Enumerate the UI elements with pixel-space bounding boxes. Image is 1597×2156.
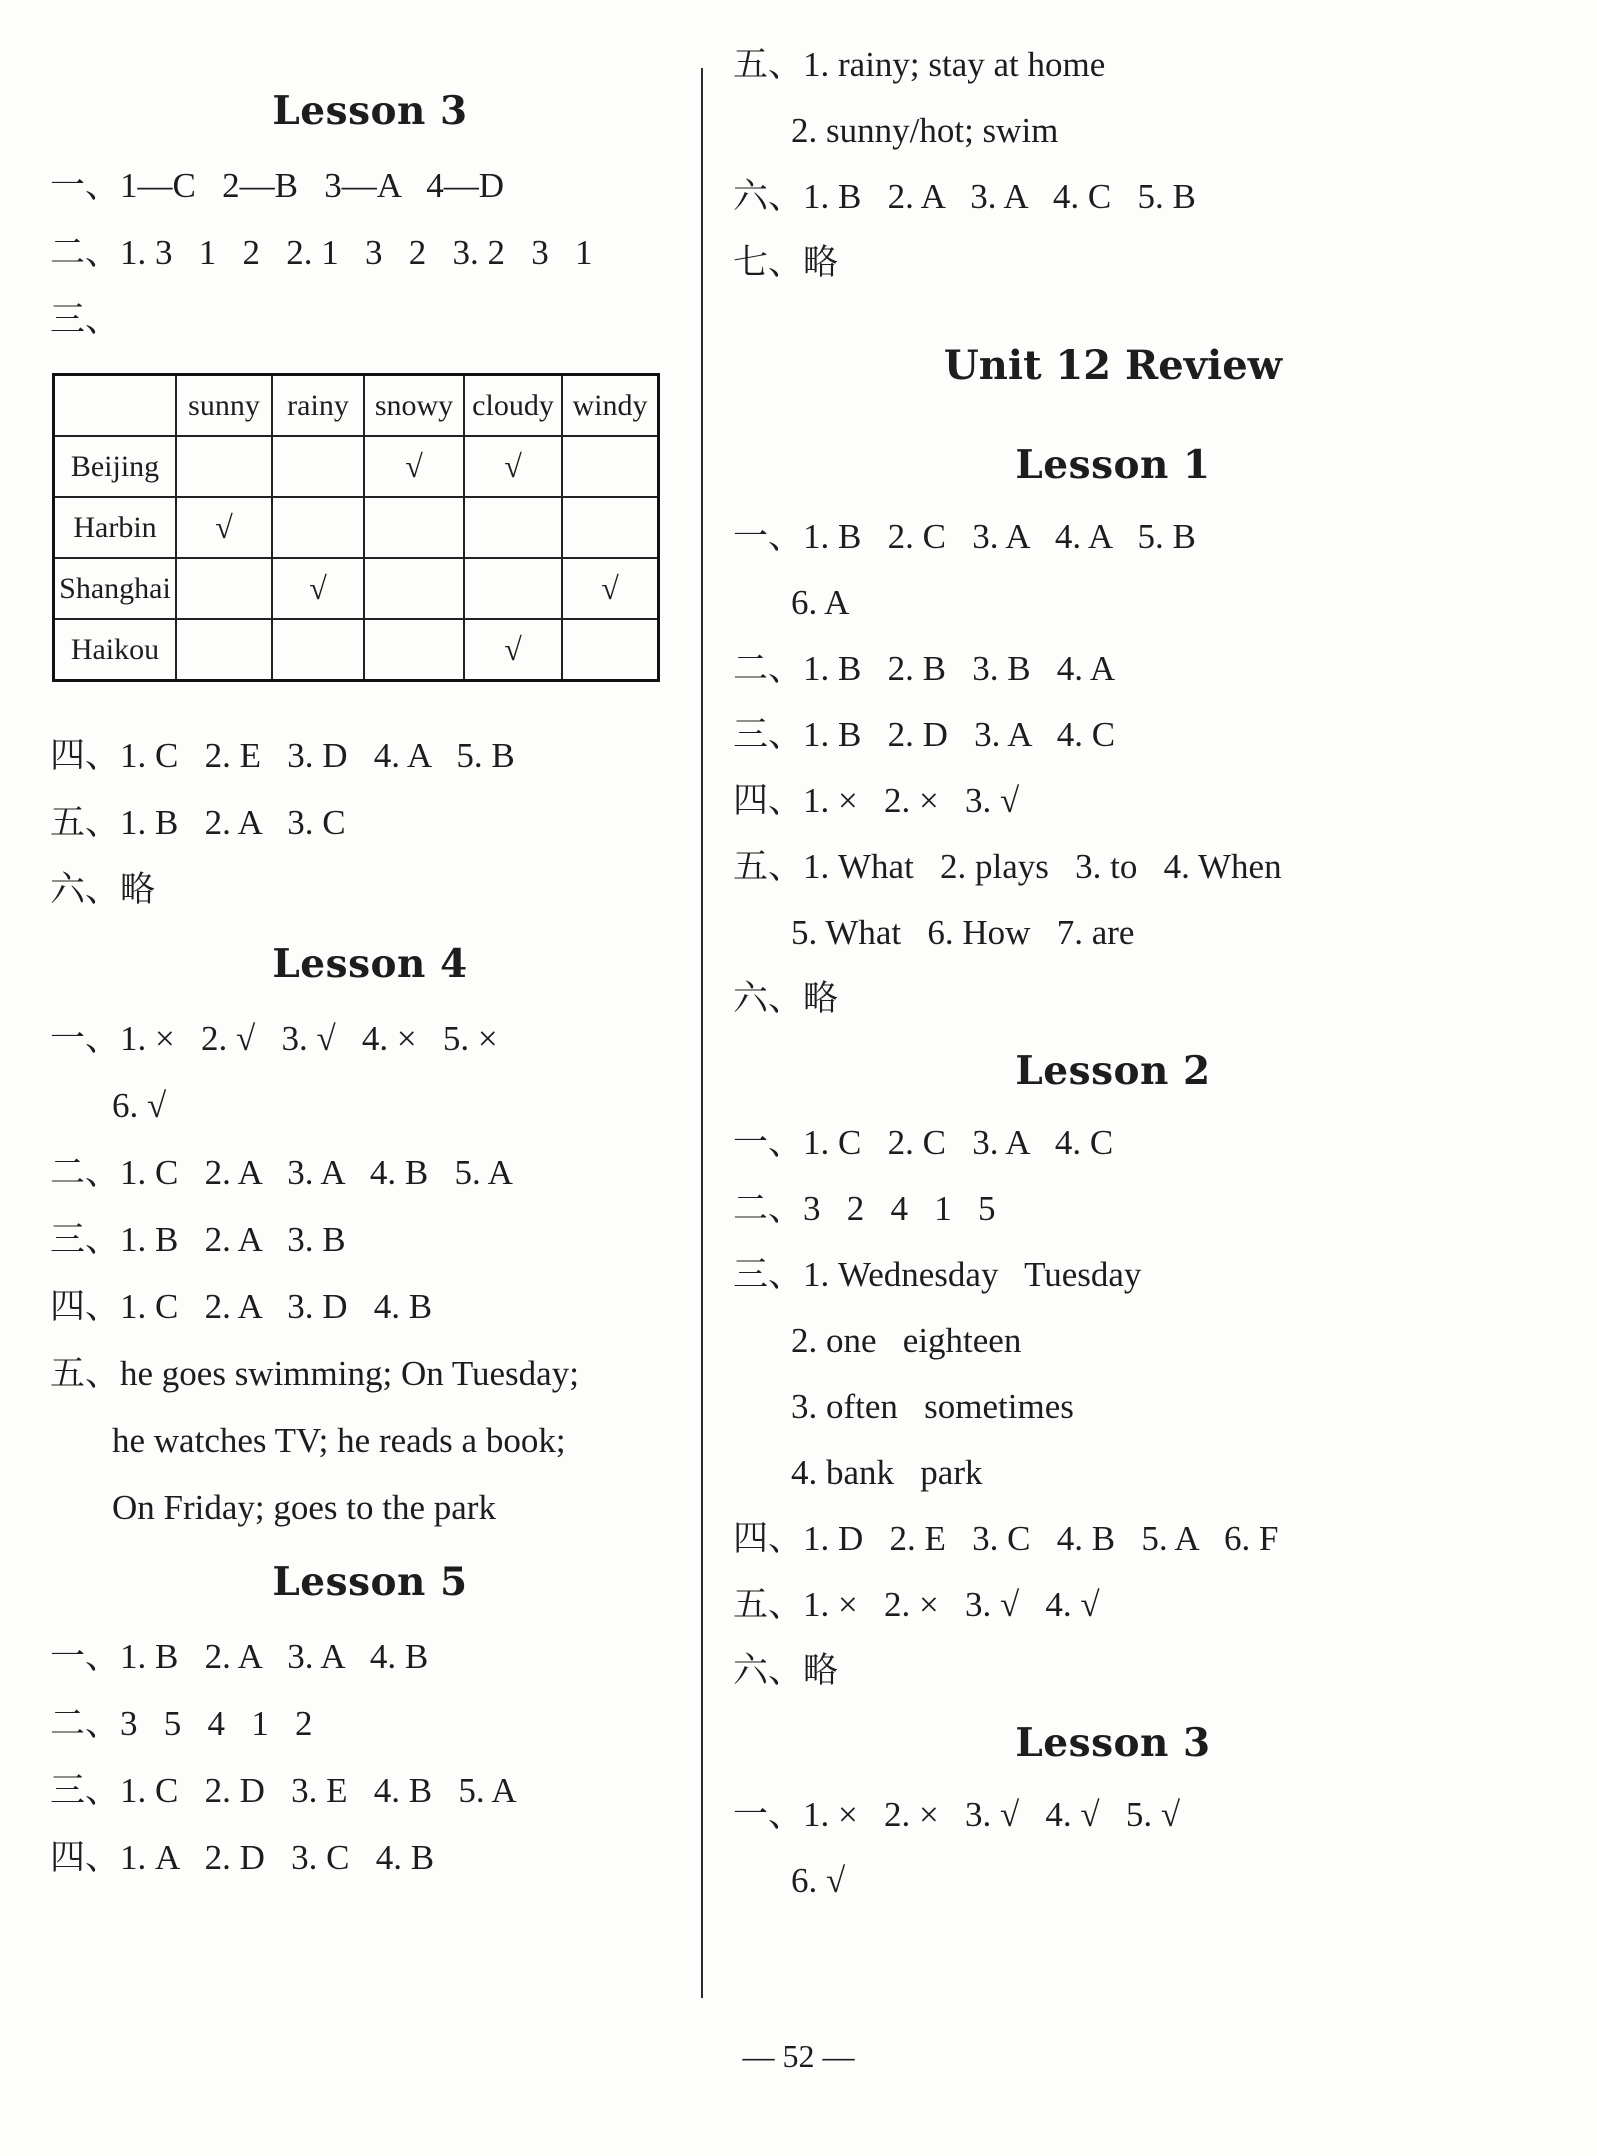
answer-line: 一、1. × 2. √ 3. √ 4. × 5. ×	[50, 1019, 498, 1058]
answer-line: 六、略	[50, 870, 156, 909]
table-cell	[176, 619, 272, 681]
table-cell: √	[464, 436, 562, 497]
lesson-3-title: Lesson 3	[1015, 1720, 1211, 1766]
table-header-rainy: rainy	[272, 375, 364, 437]
table-cell: √	[364, 436, 464, 497]
lesson-3-title: Lesson 3	[272, 88, 468, 134]
answer-line: 四、1. D 2. E 3. C 4. B 5. A 6. F	[733, 1519, 1279, 1558]
table-cell: √	[176, 497, 272, 558]
table-cell: √	[562, 558, 659, 619]
answer-line: 二、3 5 4 1 2	[50, 1704, 313, 1743]
answer-line: 六、略	[733, 979, 839, 1018]
answer-line: 5. What 6. How 7. are	[791, 913, 1135, 952]
answer-line: 6. A	[791, 583, 850, 622]
table-city-cell: Haikou	[54, 619, 177, 681]
table-cell	[562, 497, 659, 558]
answer-line: he watches TV; he reads a book;	[112, 1421, 566, 1460]
weather-table	[52, 373, 660, 682]
answer-line: 6. √	[791, 1861, 846, 1900]
lesson-1-title: Lesson 1	[1015, 442, 1211, 488]
answer-line: 二、3 2 4 1 5	[733, 1189, 996, 1228]
answer-line: 三、1. Wednesday Tuesday	[733, 1255, 1142, 1294]
answer-line: 三、1. B 2. D 3. A 4. C	[733, 715, 1116, 754]
answer-line: 四、1. C 2. A 3. D 4. B	[50, 1287, 433, 1326]
table-corner-cell	[54, 375, 177, 437]
right-column	[733, 45, 1493, 1914]
answer-line: 五、he goes swimming; On Tuesday;	[50, 1354, 579, 1393]
table-cell	[176, 436, 272, 497]
table-header-row	[54, 375, 659, 437]
lesson-5-title: Lesson 5	[272, 1559, 468, 1605]
table-row	[54, 619, 659, 681]
table-cell	[272, 497, 364, 558]
table-cell	[562, 436, 659, 497]
answer-line: 四、1. C 2. E 3. D 4. A 5. B	[50, 736, 515, 775]
table-row	[54, 558, 659, 619]
table-header-sunny: sunny	[176, 375, 272, 437]
lesson-4-title: Lesson 4	[272, 941, 468, 987]
answer-line: 一、1. B 2. C 3. A 4. A 5. B	[733, 517, 1196, 556]
left-column	[50, 70, 690, 1891]
table-city-cell: Shanghai	[54, 558, 177, 619]
answer-line: 4. bank park	[791, 1453, 983, 1492]
table-cell	[464, 558, 562, 619]
lesson-2-title: Lesson 2	[1015, 1048, 1211, 1094]
answer-line: 六、略	[733, 1651, 839, 1690]
answer-line: 一、1—C 2—B 3—A 4—D	[50, 166, 505, 205]
answer-line: 二、1. C 2. A 3. A 4. B 5. A	[50, 1153, 513, 1192]
table-cell: √	[272, 558, 364, 619]
table-city-cell: Beijing	[54, 436, 177, 497]
answer-line: 五、1. What 2. plays 3. to 4. When	[733, 847, 1282, 886]
unit-title: Unit 12 Review	[943, 342, 1283, 389]
answer-line: 6. √	[112, 1086, 167, 1125]
answer-line: 五、1. B 2. A 3. C	[50, 803, 346, 842]
answer-line: 一、1. B 2. A 3. A 4. B	[50, 1637, 429, 1676]
table-row	[54, 497, 659, 558]
column-divider	[701, 68, 703, 1998]
table-header-snowy: snowy	[364, 375, 464, 437]
answer-line: 2. one eighteen	[791, 1321, 1022, 1360]
answer-line: 五、1. rainy; stay at home	[733, 45, 1106, 84]
table-cell	[364, 619, 464, 681]
answer-line: 3. often sometimes	[791, 1387, 1074, 1426]
table-cell	[364, 558, 464, 619]
answer-line: 三、1. B 2. A 3. B	[50, 1220, 346, 1259]
answer-line: 二、1. B 2. B 3. B 4. A	[733, 649, 1116, 688]
answer-line: 一、1. × 2. × 3. √ 4. √ 5. √	[733, 1795, 1181, 1834]
table-cell	[364, 497, 464, 558]
answer-line: On Friday; goes to the park	[112, 1488, 496, 1527]
answer-line: 三、	[50, 300, 121, 339]
answer-line: 一、1. C 2. C 3. A 4. C	[733, 1123, 1114, 1162]
table-cell	[176, 558, 272, 619]
table-cell	[272, 619, 364, 681]
table-row	[54, 436, 659, 497]
answer-line: 六、1. B 2. A 3. A 4. C 5. B	[733, 177, 1196, 216]
table-header-windy: windy	[562, 375, 659, 437]
table-header-cloudy: cloudy	[464, 375, 562, 437]
table-cell	[464, 497, 562, 558]
table-cell	[562, 619, 659, 681]
answer-line: 四、1. A 2. D 3. C 4. B	[50, 1838, 435, 1877]
answer-line: 三、1. C 2. D 3. E 4. B 5. A	[50, 1771, 517, 1810]
table-cell: √	[464, 619, 562, 681]
answer-line: 四、1. × 2. × 3. √	[733, 781, 1020, 820]
answer-line: 2. sunny/hot; swim	[791, 111, 1059, 150]
table-city-cell: Harbin	[54, 497, 177, 558]
answer-line: 二、1. 3 1 2 2. 1 3 2 3. 2 3 1	[50, 233, 593, 272]
answer-line: 七、略	[733, 243, 839, 282]
table-cell	[272, 436, 364, 497]
answer-line: 五、1. × 2. × 3. √ 4. √	[733, 1585, 1100, 1624]
page-number: — 52 —	[742, 2038, 855, 2074]
